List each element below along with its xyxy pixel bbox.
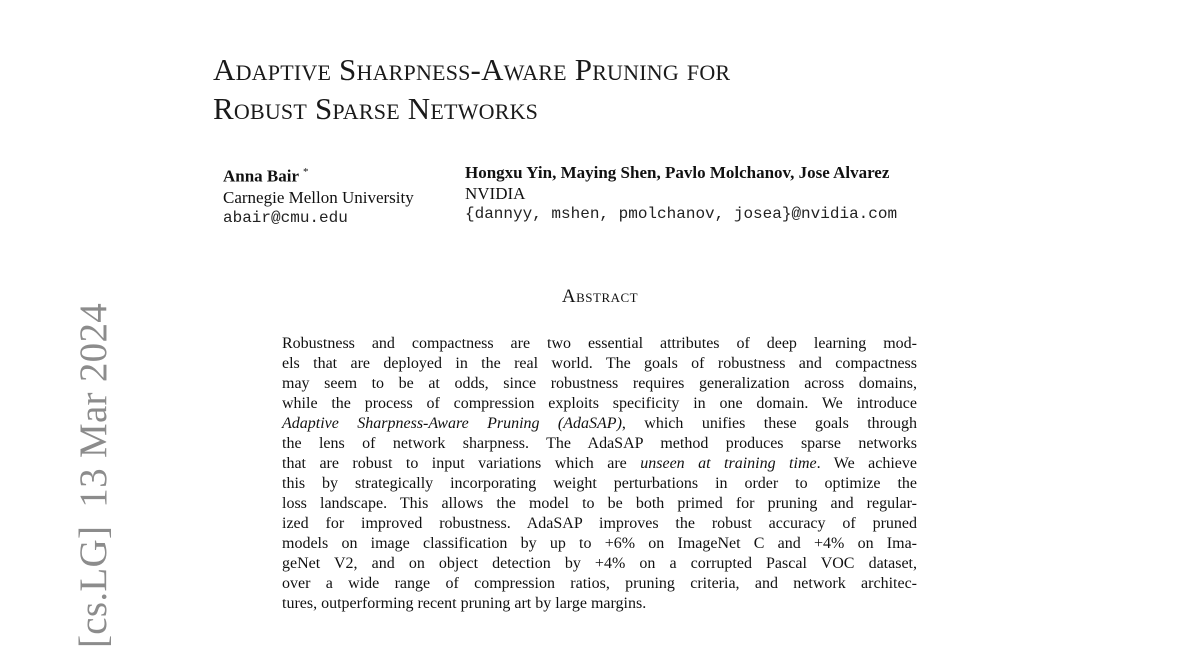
author-email: abair@cmu.edu — [223, 208, 348, 227]
author-footnote-marker: * — [303, 166, 309, 178]
author-affiliation: Carnegie Mellon University — [223, 187, 414, 207]
arxiv-side-stamp — [72, 303, 116, 648]
abstract-line: models on image classification by up to +6% on ImageNet C and +4% on Ima- — [282, 535, 917, 552]
arxiv-category: [cs.LG] — [72, 525, 115, 648]
abstract-line: this by strategically incorporating weight perturbations in order to optimize the — [282, 475, 917, 492]
method-name-italic: Adaptive Sharpness-Aware Pruning (AdaSAP) — [282, 415, 622, 432]
abstract-line: ized for improved robustness. AdaSAP improves the robust accuracy of pruned — [282, 515, 917, 532]
author-block-1 — [223, 162, 414, 229]
author-name — [223, 162, 414, 187]
abstract-line: over a wide range of compression ratios, pruning criteria, and network architec- — [282, 575, 917, 592]
author-name-text: Anna Bair — [223, 166, 299, 186]
abstract-line: may seem to be at odds, since robustness requires generalization across domains, — [282, 375, 917, 392]
abstract-line: Robustness and compactness are two essential attributes of deep learning mod- — [282, 335, 917, 352]
emphasis-italic: unseen at training time — [640, 455, 817, 472]
abstract-heading: Abstract — [561, 286, 639, 307]
abstract-line: the lens of network sharpness. The AdaSAP method produces sparse networks — [282, 435, 917, 452]
abstract-body — [282, 334, 917, 614]
paper-title-line-2: Robust Sparse Networks — [213, 91, 539, 126]
abstract-line: that are robust to input variations which are unseen at training time. We achieve — [282, 455, 918, 472]
author-affiliation: NVIDIA — [465, 184, 526, 203]
paper-title-line-1: Adaptive Sharpness-Aware Pruning for — [213, 52, 731, 87]
author-email: {dannyy, mshen, pmolchanov, josea}@nvidia.com — [465, 205, 898, 223]
abstract-line: loss landscape. This allows the model to be both primed for pruning and regular- — [282, 495, 917, 512]
arxiv-date: 13 Mar 2024 — [72, 302, 115, 508]
abstract-line: Adaptive Sharpness-Aware Pruning (AdaSAP), which unifies these goals through — [282, 415, 917, 432]
author-block-2 — [465, 162, 897, 225]
paper-title — [213, 50, 1113, 128]
author-names: Hongxu Yin, Maying Shen, Pavlo Molchanov, Jose Alvarez — [465, 163, 890, 182]
abstract-line: tures, outperforming recent pruning art by large margins. — [282, 595, 647, 612]
abstract-line: geNet V2, and on object detection by +4% on a corrupted Pascal VOC dataset, — [282, 555, 917, 572]
abstract-line: els that are deployed in the real world. The goals of robustness and compactness — [282, 355, 917, 372]
abstract-line: while the process of compression exploits specificity in one domain. We introduce — [282, 395, 917, 412]
